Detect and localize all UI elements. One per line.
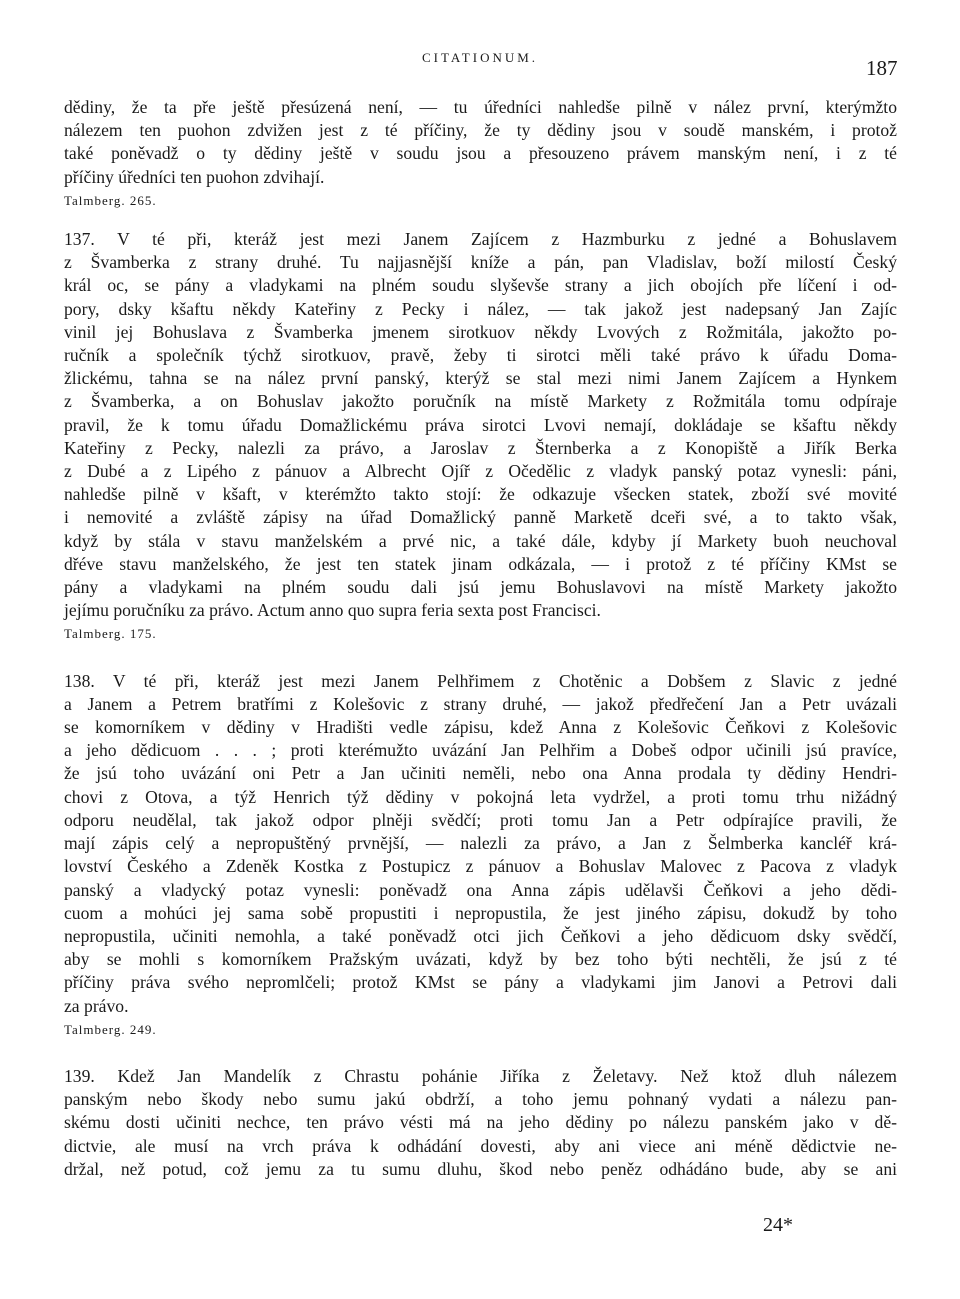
text-line: cuom a mohúci jej sama sobě propustiti i nepropustila, že jest jiného zápisu, dokudž by toho bbox=[64, 902, 897, 923]
text-line: aby se mohli s komorníkem Pražským uvázati, když by bez toho býti nechtěli, že jsú z té bbox=[64, 949, 897, 970]
text-line: dictvie, ale musí na vrch práva k odhádání dovesti, aby ani viece ani méně dědictvie ne- bbox=[64, 1135, 897, 1156]
text-line: také poněvadž o ty dědiny ještě v soudu jsou a přesouzeno právem manským není, i z té bbox=[64, 143, 897, 164]
text-line: ručník a společník týchž sirotkuov, pravě, žeby ti sirotci měli také právo k úřadu Doma- bbox=[64, 345, 897, 366]
entry-139 bbox=[64, 1065, 897, 1181]
body-text bbox=[64, 96, 897, 1181]
signature-mark: 24* bbox=[763, 1214, 793, 1236]
text-line: skému dosti učiniti nechce, ten právo vésti má na jeho dědiny po nálezu panském jako v dě- bbox=[64, 1112, 897, 1133]
text-line: král oc, se pány a vladykami na plném soudu slyševše strany a jich obojích pře líčení i od- bbox=[64, 275, 897, 296]
text-line: když by stála v stavu manželském a prvé nic, a také dále, kdyby jí Markety buoh neuchoval bbox=[64, 530, 897, 551]
text-line: pravil, že k tomu úřadu Domažlickému práva sirotci Lvovi nemají, dokládaje se kšaftu někdy bbox=[64, 414, 897, 435]
running-title: CITATIONUM. bbox=[421, 50, 539, 65]
text-line: žlickému, tahna se na nález první panský, kterýž se stal mezi nimi Janem Zajícem a Hynkem bbox=[64, 368, 897, 389]
text-line: i nemovité a zvláště zápisy na úřad Domažlický panně Marketě dceři své, a to takto však, bbox=[64, 507, 897, 528]
text-line: lovství Českého a Zdeněk Kostka z Postupicz z pánuov a Bohuslav Malovec z Pacova z vladyk bbox=[64, 856, 897, 877]
text-line: mají zápis celý a nepropuštěný prvnější, — nalezli za právo, a Jan z Šelmberka kancléř krá- bbox=[64, 833, 897, 854]
text-line: držal, než potud, což jemu za tu sumu dluhu, škod nebo peněz odhádáno bude, aby se ani bbox=[64, 1158, 897, 1179]
text-line: Kateřiny z Pecky, nalezli za právo, a Jaroslav z Šternberka a z Konopiště a Jiřík Berka bbox=[64, 437, 897, 458]
text-line: odporu neudělal, tak jakož odpor plněji svědčí; proti tomu Jan a Petr odpírajíce pravili, že bbox=[64, 809, 897, 830]
page-number: 187 bbox=[866, 56, 898, 80]
text-line: příčiny úředníci ten puohon zdvihají. bbox=[64, 166, 325, 187]
text-line: nálezem ten puohon zdvižen jest z té příčiny, že ty dědiny jsou v soudě manském, i protož bbox=[64, 120, 897, 141]
entry-137 bbox=[64, 228, 897, 646]
source-citation: Talmberg. 175. bbox=[64, 626, 157, 642]
source-citation: Talmberg. 249. bbox=[64, 1021, 157, 1037]
text-line: nahledše pilně v kšaft, v kterémžto takto stojí: že odkazuje všecken statek, zboží své movité bbox=[64, 484, 897, 505]
text-line: a Janem a Petrem bratřími z Kolešovic z strany druhé, — jakož předřečení Jan a Petr uvázali bbox=[64, 693, 897, 714]
entry-138 bbox=[64, 670, 897, 1041]
text-line: pory, dsky kšaftu někdy Kateřiny z Pecky i nález, — tak jakož jest nadepsaný Jan Zajíc bbox=[64, 298, 897, 319]
text-line: za právo. bbox=[64, 995, 129, 1016]
text-line: chovi z Otova, a týž Henrich týž dědiny v pokojná leta vydržel, a proti tomu trhu nižádný bbox=[64, 786, 897, 807]
text-line: 137. V té při, kteráž jest mezi Janem Zajícem z Hazmburku z jedné a Bohuslavem bbox=[64, 229, 897, 250]
text-line: panský a vladycký potaz vynesli: poněvadž ona Anna zápis udělavši Čeňkovi a jeho dědi- bbox=[64, 879, 897, 900]
text-line: že jsú toho uvázání oni Petr a Jan učiniti neměli, nebo ona Anna prodala ty dědiny Hendri- bbox=[64, 763, 897, 784]
text-line: z Dubé a z Lipého z pánuov a Albrecht Ojíř z Očedělic z vladyk panský potaz vynesli: páni, bbox=[64, 461, 897, 482]
text-line: příčiny práva svého nepromlčeli; protož KMst se pány a vladykami jim Janovi a Petrovi dali bbox=[64, 972, 897, 993]
text-line: panským nebo škody nebo sumu jakú obdrží, a toho jemu pohnaný vydati a nálezu pan- bbox=[64, 1089, 897, 1110]
text-line: dědiny, že ta pře ještě přesúzená není, — tu úředníci nahledše pilně v nález první, kterýmžto bbox=[64, 97, 897, 117]
text-line: se komorníkem v dědiny v Hradišti vedle zápisu, kdež Anna z Kolešovic Čeňkovi z Kolešovic bbox=[64, 717, 897, 738]
text-line: jejímu poručníku za právo. Actum anno quo supra feria sexta post Francisci. bbox=[64, 600, 601, 621]
text-line: z Švamberka, a on Bohuslav jakožto poručník na místě Markety z Rožmitála tomu odpíraje bbox=[64, 391, 897, 412]
text-line: vinil jej Bohuslava z Švamberka jmenem sirotkuov někdy Lvových z Rožmitála, jakožto po- bbox=[64, 321, 897, 342]
text-line: a jeho dědicuom . . . ; proti kterémužto uvázání Jan Pelhřim a Dobeš odpor učinili jsú pravíce, bbox=[64, 740, 897, 761]
text-line: dřéve stavu manželského, že jest ten statek jinam odkázala, — i protož z té příčiny KMst se bbox=[64, 553, 897, 574]
text-line: 139. Kdež Jan Mandelík z Chrastu pohánie Jiříka z Želetavy. Než ktož dluh nálezem bbox=[64, 1065, 897, 1086]
source-citation: Talmberg. 265. bbox=[64, 192, 157, 208]
text-line: nepropustila, učiniti nemohla, a také poněvadž otci jich Čeňkovi a jeho dědicuom dsky svědčí, bbox=[64, 925, 897, 946]
text-line: pány a vladykami na plném soudu dali jsú jemu Bohuslavovi na místě Markety jakožto bbox=[64, 577, 897, 598]
entry-continuation bbox=[64, 96, 897, 212]
text-line: z Švamberka z strany druhé. Tu najjasnější kníže a pán, pan Vladislav, boží milostí Český bbox=[64, 252, 897, 273]
text-line: 138. V té při, kteráž jest mezi Janem Pelhřimem z Chotěnic a Dobšem z Slavic z jedné bbox=[64, 670, 897, 691]
